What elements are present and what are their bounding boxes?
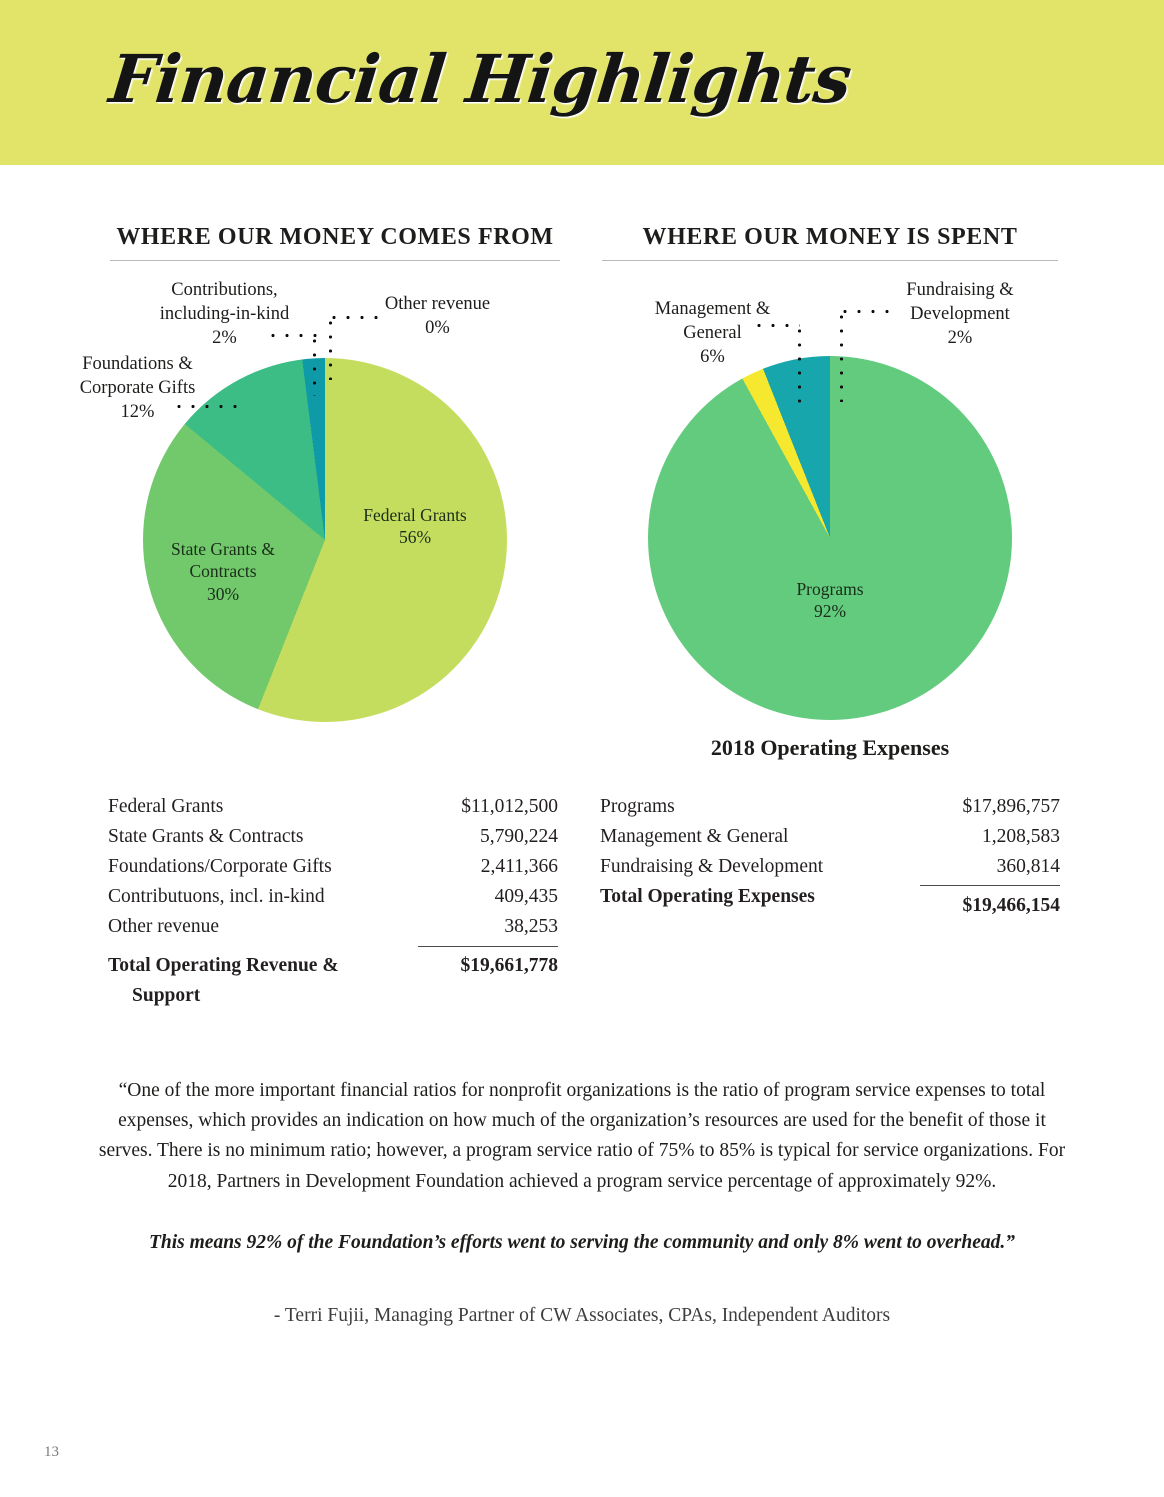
table-row [600, 796, 1060, 826]
federal-grants-name: Federal Grants [363, 505, 467, 525]
pie-slice-label-federal-grants [325, 504, 505, 549]
callout-contributions [147, 278, 302, 350]
page-number: 13 [44, 1444, 59, 1460]
leader-line-other-revenue-horizontal [327, 316, 385, 319]
leader-line-contributions-vertical [313, 334, 316, 396]
contributions-name-line1: Contributions, [171, 280, 278, 300]
expense-pie-graphic [648, 356, 1012, 720]
expense-total-label: Total Operating Expenses [600, 886, 815, 907]
expense-total-row [600, 886, 1060, 916]
leader-line-contributions-horizontal [266, 334, 318, 337]
management-percent: 6% [700, 347, 725, 368]
auditor-quote-attribution: - Terri Fujii, Managing Partner of CW Associates, CPAs, Independent Auditors [273, 1305, 891, 1326]
leader-line-foundations-horizontal [172, 405, 244, 408]
table-row [600, 826, 1060, 856]
programs-percent: 92% [813, 601, 847, 622]
auditor-quote-paragraph: “One of the more important financial ratios for nonprofit organizations is the ratio of program service expenses to total expenses, which provides an indication on how much of the organization’s resources are used for the benefit of those it serves. There is no minimum ratio; however, a program service ratio of 75% to 85% is typical for service organizations. For 2018, Partners in Development Foundation achieved a program service percentage of approximately 92%. [98, 1080, 1066, 1192]
expense-row-label: Fundraising & Development [600, 856, 824, 877]
programs-name: Programs [796, 579, 864, 599]
revenue-row-label: Foundations/Corporate Gifts [108, 856, 332, 877]
revenue-total-value: $19,661,778 [460, 955, 558, 976]
expense-row-label: Management & General [600, 826, 789, 847]
leader-line-fundraising-vertical [840, 310, 843, 402]
revenue-row-value: 5,790,224 [480, 826, 558, 847]
management-name-line1: Management & [654, 299, 771, 319]
pie-slice-label-state-grants [133, 538, 313, 605]
contributions-name-line2: including-in-kind [159, 304, 290, 325]
table-row [108, 826, 558, 856]
page-banner [0, 0, 1164, 165]
expense-pie-chart [648, 356, 1012, 720]
fundraising-name-line1: Fundraising & [906, 280, 1014, 300]
revenue-row-label: Federal Grants [108, 796, 224, 817]
expense-row-value: 360,814 [996, 856, 1060, 877]
other-revenue-percent: 0% [425, 318, 450, 339]
revenue-total-rule [418, 946, 558, 947]
table-row [108, 916, 558, 946]
callout-fundraising-development [880, 278, 1040, 350]
foundations-percent: 12% [120, 402, 155, 423]
revenue-section-heading: WHERE OUR MONEY COMES FROM [110, 224, 560, 261]
leader-line-management-horizontal [752, 324, 800, 327]
expense-total-value: $19,466,154 [962, 895, 1060, 916]
revenue-row-label: Other revenue [108, 916, 219, 937]
revenue-row-value: 409,435 [494, 886, 558, 907]
fundraising-percent: 2% [947, 328, 973, 349]
foundations-name-line1: Foundations & [82, 354, 193, 374]
state-grants-name-line2: Contracts [189, 561, 257, 582]
auditor-quote-emphasis: This means 92% of the Foundation’s efforts went to serving the community and only 8% went to overhead.” [149, 1232, 1015, 1253]
table-row [108, 886, 558, 916]
management-name-line2: General [683, 323, 742, 344]
state-grants-percent: 30% [206, 583, 240, 604]
table-row [108, 856, 558, 886]
contributions-percent: 2% [212, 328, 237, 349]
fundraising-name-line2: Development [910, 304, 1010, 325]
callout-foundations [60, 352, 215, 424]
expense-row-value: 1,208,583 [982, 826, 1060, 847]
foundations-name-line2: Corporate Gifts [79, 378, 196, 399]
expense-row-label: Programs [600, 796, 675, 817]
other-revenue-name: Other revenue [384, 294, 491, 314]
revenue-total-label-line1: Total Operating Revenue & [108, 955, 339, 976]
leader-line-management-vertical [798, 324, 801, 404]
table-row [108, 796, 558, 826]
revenue-row-value: 2,411,366 [480, 856, 558, 877]
revenue-row-value: 38,253 [504, 916, 558, 937]
table-row [600, 856, 1060, 886]
state-grants-name-line1: State Grants & [170, 539, 275, 559]
page-title: Financial Highlights [105, 40, 855, 118]
expense-chart-subtitle: 2018 Operating Expenses [710, 735, 950, 760]
revenue-row-value: $11,012,500 [461, 796, 558, 817]
revenue-total-label-line2: Support [132, 985, 201, 1006]
revenue-row-label: Contributuons, incl. in-kind [108, 886, 325, 907]
revenue-table [108, 796, 558, 1006]
expense-row-value: $17,896,757 [962, 796, 1060, 817]
federal-grants-percent: 56% [398, 527, 432, 548]
pie-slice-label-programs [740, 578, 920, 623]
callout-management-general [630, 297, 795, 369]
expense-table [600, 796, 1060, 916]
revenue-row-label: State Grants & Contracts [108, 826, 304, 847]
leader-line-fundraising-horizontal [838, 310, 890, 313]
expense-section-heading: WHERE OUR MONEY IS SPENT [602, 224, 1058, 261]
leader-line-other-revenue-vertical [329, 316, 332, 380]
